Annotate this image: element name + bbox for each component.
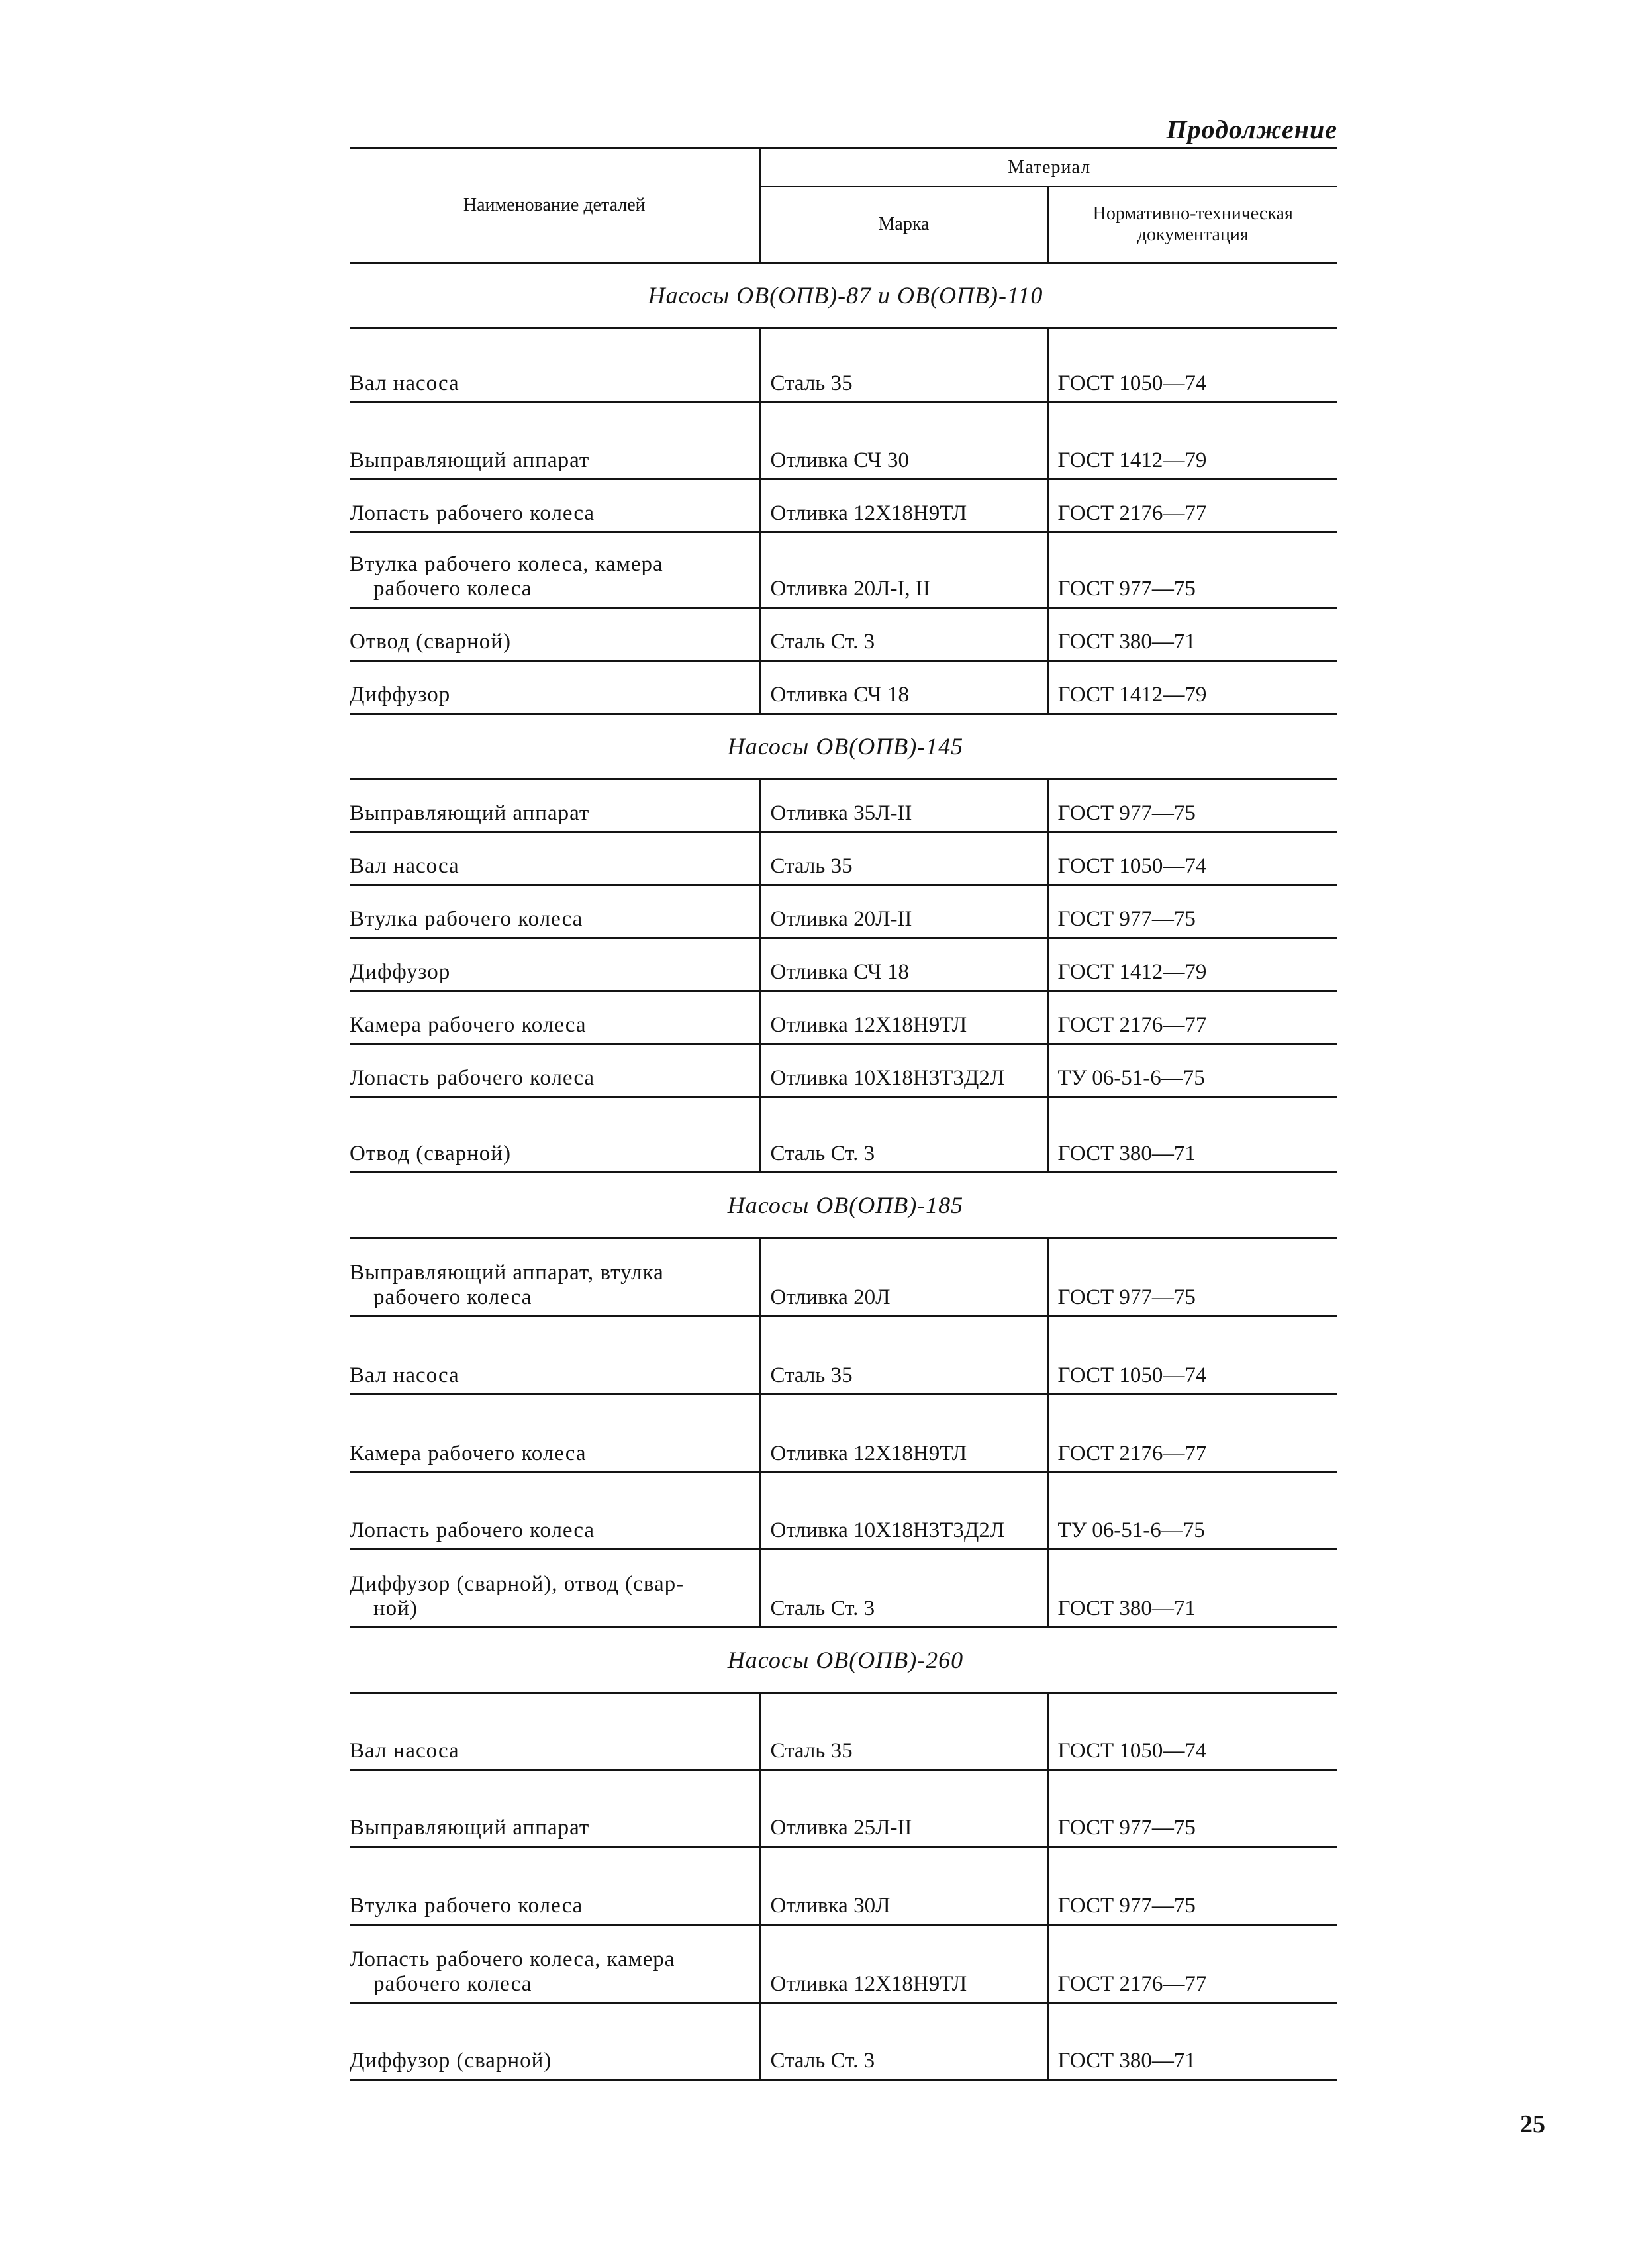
part-name: Втулка рабочего колеса xyxy=(350,1894,583,1918)
section-title-row xyxy=(350,1628,1337,1693)
material-grade-cell: Сталь Ст. 3 xyxy=(760,1550,1047,1628)
part-name-continuation: ной) xyxy=(373,1597,418,1620)
table-row xyxy=(350,1847,1337,1925)
part-name-cell xyxy=(350,403,760,479)
part-name: Диффузор (сварной), отвод (свар- xyxy=(350,1572,685,1596)
materials-table-wrapper xyxy=(350,147,1337,2081)
part-name-cell xyxy=(350,991,760,1044)
part-name: Втулка рабочего колеса xyxy=(350,907,583,931)
part-name: Вал насоса xyxy=(350,854,459,878)
section-title: Насосы ОВ(ОПВ)-260 xyxy=(350,1628,1337,1693)
normative-doc-cell: ГОСТ 1412—79 xyxy=(1047,403,1337,479)
normative-doc-cell: ГОСТ 2176—77 xyxy=(1047,1925,1337,2003)
part-name-cell xyxy=(350,1473,760,1550)
header-material: Материал xyxy=(760,148,1337,187)
part-name: Диффузор (сварной) xyxy=(350,2049,552,2073)
table-row xyxy=(350,1473,1337,1550)
part-name-continuation: рабочего колеса xyxy=(373,1285,532,1309)
part-name-continuation: рабочего колеса xyxy=(373,1972,532,1996)
part-name: Лопасть рабочего колеса xyxy=(350,1066,595,1090)
normative-doc-cell: ГОСТ 977—75 xyxy=(1047,1238,1337,1316)
part-name: Камера рабочего колеса xyxy=(350,1442,587,1465)
table-body xyxy=(350,263,1337,2080)
part-name-cell xyxy=(350,1693,760,1770)
normative-doc-cell: ГОСТ 380—71 xyxy=(1047,2003,1337,2080)
part-name-continuation: рабочего колеса xyxy=(373,577,532,601)
normative-doc-cell: ГОСТ 380—71 xyxy=(1047,1550,1337,1628)
part-name: Выправляющий аппарат xyxy=(350,448,590,472)
table-row xyxy=(350,608,1337,661)
material-grade-cell: Отливка СЧ 18 xyxy=(760,938,1047,991)
table-row xyxy=(350,1925,1337,2003)
part-name-cell xyxy=(350,661,760,714)
part-name-cell xyxy=(350,1316,760,1395)
part-name-cell xyxy=(350,1925,760,2003)
header-part-name: Наименование деталей xyxy=(350,148,760,263)
part-name-cell xyxy=(350,885,760,938)
part-name: Диффузор xyxy=(350,960,451,984)
continuation-label: Продолжение xyxy=(1166,115,1337,144)
normative-doc-cell: ГОСТ 2176—77 xyxy=(1047,479,1337,532)
material-grade-cell: Сталь 35 xyxy=(760,1316,1047,1395)
table-row xyxy=(350,1550,1337,1628)
part-name-cell xyxy=(350,328,760,403)
normative-doc-cell: ГОСТ 1050—74 xyxy=(1047,1693,1337,1770)
part-name: Отвод (сварной) xyxy=(350,1142,511,1165)
normative-doc-cell: ГОСТ 977—75 xyxy=(1047,532,1337,608)
part-name-cell xyxy=(350,2003,760,2080)
table-row xyxy=(350,1238,1337,1316)
material-grade-cell: Сталь 35 xyxy=(760,832,1047,885)
material-grade-cell: Отливка 30Л xyxy=(760,1847,1047,1925)
part-name-cell xyxy=(350,779,760,832)
material-grade-cell: Отливка 20Л xyxy=(760,1238,1047,1316)
normative-doc-cell: ГОСТ 380—71 xyxy=(1047,1097,1337,1173)
part-name-cell xyxy=(350,1395,760,1473)
part-name: Выправляющий аппарат xyxy=(350,801,590,825)
normative-doc-cell: ТУ 06-51-6—75 xyxy=(1047,1473,1337,1550)
material-grade-cell: Отливка 12Х18Н9ТЛ xyxy=(760,1925,1047,2003)
section-title-row xyxy=(350,263,1337,328)
material-grade-cell: Отливка 20Л-II xyxy=(760,885,1047,938)
table-row xyxy=(350,661,1337,714)
normative-doc-cell: ГОСТ 2176—77 xyxy=(1047,991,1337,1044)
table-row xyxy=(350,479,1337,532)
part-name: Выправляющий аппарат xyxy=(350,1816,590,1840)
material-grade-cell: Отливка 12Х18Н9ТЛ xyxy=(760,479,1047,532)
table-row xyxy=(350,885,1337,938)
normative-doc-cell: ГОСТ 1412—79 xyxy=(1047,938,1337,991)
table-row xyxy=(350,938,1337,991)
material-grade-cell: Отливка 25Л-II xyxy=(760,1770,1047,1847)
material-grade-cell: Сталь Ст. 3 xyxy=(760,608,1047,661)
part-name-cell xyxy=(350,1550,760,1628)
part-name-cell xyxy=(350,938,760,991)
material-grade-cell: Отливка 12Х18Н9ТЛ xyxy=(760,991,1047,1044)
part-name: Отвод (сварной) xyxy=(350,630,511,654)
part-name: Диффузор xyxy=(350,683,451,707)
part-name-cell xyxy=(350,608,760,661)
part-name: Вал насоса xyxy=(350,371,459,395)
part-name: Вал насоса xyxy=(350,1363,459,1387)
table-row xyxy=(350,328,1337,403)
part-name-cell xyxy=(350,479,760,532)
part-name-cell xyxy=(350,1770,760,1847)
normative-doc-cell: ГОСТ 1050—74 xyxy=(1047,1316,1337,1395)
material-grade-cell: Отливка 35Л-II xyxy=(760,779,1047,832)
normative-doc-cell: ГОСТ 1050—74 xyxy=(1047,328,1337,403)
material-grade-cell: Сталь Ст. 3 xyxy=(760,1097,1047,1173)
section-title-row xyxy=(350,714,1337,779)
table-row xyxy=(350,403,1337,479)
part-name-cell xyxy=(350,1097,760,1173)
materials-table xyxy=(350,147,1337,2081)
table-row xyxy=(350,991,1337,1044)
page-number: 25 xyxy=(1520,2110,1545,2138)
section-title: Насосы ОВ(ОПВ)-185 xyxy=(350,1173,1337,1238)
table-row xyxy=(350,532,1337,608)
part-name-cell xyxy=(350,1847,760,1925)
material-grade-cell: Сталь 35 xyxy=(760,328,1047,403)
material-grade-cell: Отливка 10Х18Н3Т3Д2Л xyxy=(760,1044,1047,1097)
normative-doc-cell: ГОСТ 380—71 xyxy=(1047,608,1337,661)
part-name: Лопасть рабочего колеса xyxy=(350,501,595,525)
table-row xyxy=(350,1693,1337,1770)
table-row xyxy=(350,1316,1337,1395)
normative-doc-cell: ТУ 06-51-6—75 xyxy=(1047,1044,1337,1097)
material-grade-cell: Отливка 20Л-I, II xyxy=(760,532,1047,608)
normative-doc-cell: ГОСТ 1412—79 xyxy=(1047,661,1337,714)
part-name-cell xyxy=(350,1238,760,1316)
header-grade: Марка xyxy=(760,187,1047,263)
material-grade-cell: Отливка 12Х18Н9ТЛ xyxy=(760,1395,1047,1473)
table-row xyxy=(350,2003,1337,2080)
part-name: Лопасть рабочего колеса, камера xyxy=(350,1948,675,1971)
normative-doc-cell: ГОСТ 977—75 xyxy=(1047,779,1337,832)
material-grade-cell: Отливка СЧ 30 xyxy=(760,403,1047,479)
table-row xyxy=(350,1044,1337,1097)
material-grade-cell: Сталь 35 xyxy=(760,1693,1047,1770)
part-name-cell xyxy=(350,532,760,608)
material-grade-cell: Сталь Ст. 3 xyxy=(760,2003,1047,2080)
part-name: Вал насоса xyxy=(350,1739,459,1763)
normative-doc-cell: ГОСТ 977—75 xyxy=(1047,1847,1337,1925)
normative-doc-cell: ГОСТ 2176—77 xyxy=(1047,1395,1337,1473)
header-normative-doc: Нормативно-техническая документация xyxy=(1047,187,1337,263)
section-title: Насосы ОВ(ОПВ)-145 xyxy=(350,714,1337,779)
part-name: Лопасть рабочего колеса xyxy=(350,1518,595,1542)
table-row xyxy=(350,1395,1337,1473)
table-row xyxy=(350,779,1337,832)
table-row xyxy=(350,832,1337,885)
table-row xyxy=(350,1097,1337,1173)
part-name-cell xyxy=(350,1044,760,1097)
table-row xyxy=(350,1770,1337,1847)
section-title: Насосы ОВ(ОПВ)-87 и ОВ(ОПВ)-110 xyxy=(350,263,1337,328)
part-name: Втулка рабочего колеса, камера xyxy=(350,552,663,576)
part-name: Выправляющий аппарат, втулка xyxy=(350,1261,664,1285)
table-header xyxy=(350,148,1337,263)
material-grade-cell: Отливка 10Х18Н3Т3Д2Л xyxy=(760,1473,1047,1550)
section-title-row xyxy=(350,1173,1337,1238)
material-grade-cell: Отливка СЧ 18 xyxy=(760,661,1047,714)
part-name-cell xyxy=(350,832,760,885)
normative-doc-cell: ГОСТ 977—75 xyxy=(1047,885,1337,938)
normative-doc-cell: ГОСТ 977—75 xyxy=(1047,1770,1337,1847)
normative-doc-cell: ГОСТ 1050—74 xyxy=(1047,832,1337,885)
part-name: Камера рабочего колеса xyxy=(350,1013,587,1037)
